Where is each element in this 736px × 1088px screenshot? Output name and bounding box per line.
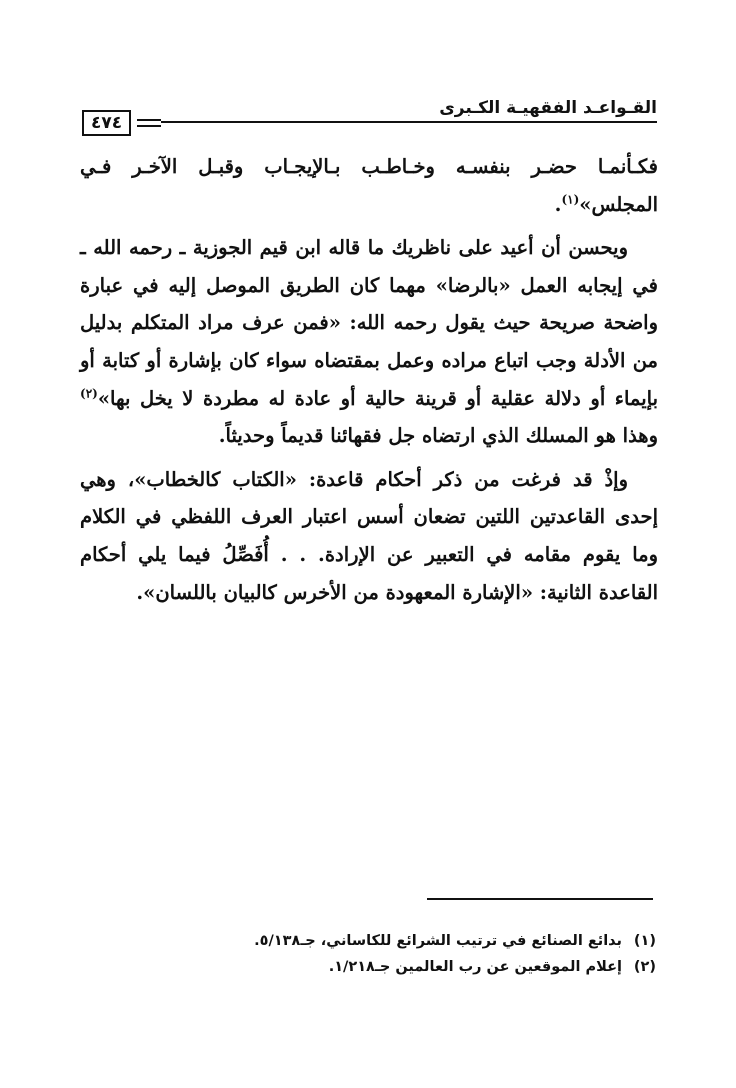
paragraph-2-text-b: وهذا هو المسلك الذي ارتضاه جل فقهائنا قديماً وحديثاً.: [218, 424, 658, 448]
paragraph-3-text: وإذْ قد فرغت من ذكر أحكام قاعدة: «الكتاب كالخطاب»، وهي إحدى القاعدتين اللتين تضعان أسس اعتبار العرف اللفظي في الكلام وما يقوم مقامه في التعبير عن الإرادة. . . أُفَصِّلُ فيما يلي أحكام القاعدة الثانية: «الإشارة المعهودة من الأخرس كالبيان باللسان».: [80, 467, 658, 604]
paragraph-1-end: .: [554, 192, 562, 216]
paragraph-3: [80, 461, 658, 611]
header-rule: [82, 121, 657, 123]
body-text: [80, 148, 658, 611]
footnote-2: [200, 954, 656, 980]
paragraph-2: [80, 229, 658, 455]
paragraph-1-text: فكـأنمـا حضـر بنفسـه وخـاطـب بـالإيجـاب وقبـل الآخـر فـي المجلس»: [80, 155, 658, 216]
footnote-2-text: إعلام الموقعين عن رب العالمين جـ١/٢١٨.: [328, 959, 622, 975]
page-number-box: [82, 110, 161, 136]
footnotes: [200, 928, 656, 980]
footnote-separator: [427, 898, 653, 900]
footnote-1-mark: (١): [633, 933, 656, 949]
footnote-2-mark: (٢): [633, 959, 656, 975]
page-number: ٤٧٤: [82, 110, 131, 136]
footnote-ref-2[interactable]: (٢): [80, 386, 98, 401]
paragraph-1: [80, 148, 658, 223]
page-number-ornament: [137, 119, 161, 127]
footnote-1-text: بدائع الصنائع في ترتيب الشرائع للكاساني، جـ٥/١٣٨.: [254, 933, 622, 949]
footnote-1: [200, 928, 656, 954]
paragraph-2-text-a: ويحسن أن أعيد على ناظريك ما قاله ابن قيم الجوزية ـ رحمه الله ـ في إيجابه العمل «بالرضا» مهما كان الطريق الموصل إليه في عبارة واضحة صريحة حيث يقول رحمه الله: «فمن عرف مراد المتكلم بدليل من الأدلة وجب اتباع مراده وعمل بمقتضاه سواء كان بإشارة أو كتابة أو بإيماء أو دلالة عقلية أو قرينة حالية أو عادة له مطردة لا يخل بها»: [80, 236, 658, 410]
footnote-ref-1[interactable]: (١): [561, 192, 580, 207]
running-title: القـواعـد الفقهيـة الكـبرى: [439, 98, 657, 118]
page-header: [82, 96, 657, 136]
